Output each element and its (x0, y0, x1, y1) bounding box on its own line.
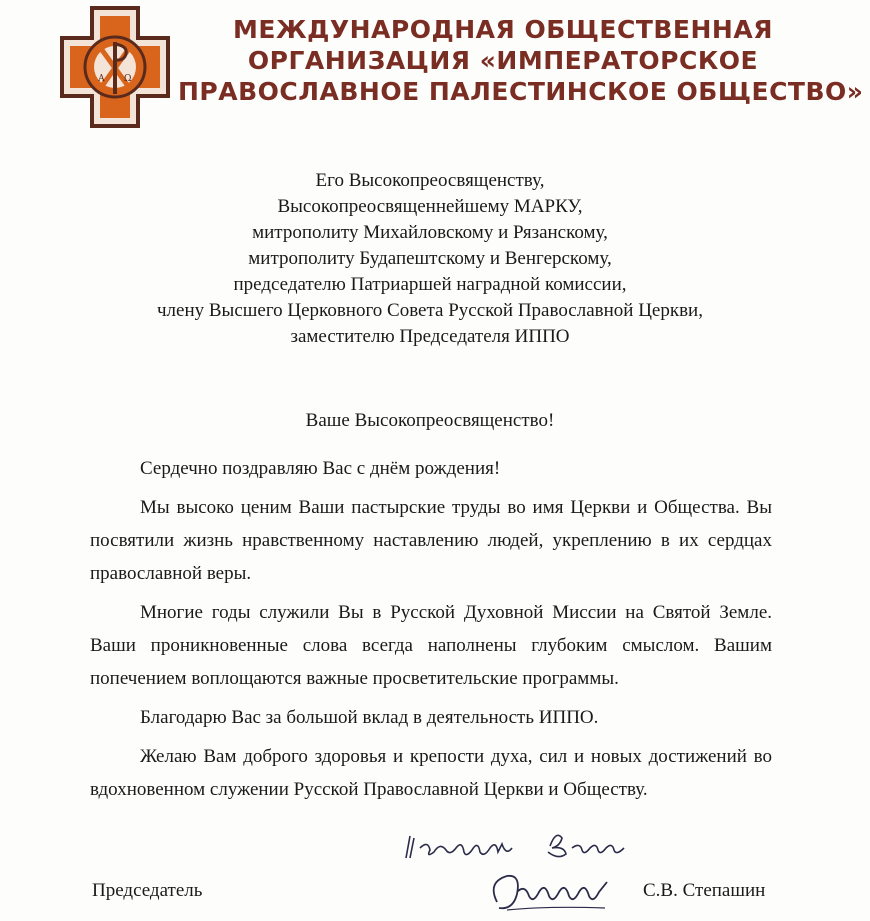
organization-logo (60, 6, 170, 128)
paragraph: Желаю Вам доброго здоровья и крепости духа, сил и новых достижений во вдохновенном служении Русской Православной Церкви и Обществу. (90, 746, 772, 800)
addressee-line: митрополиту Будапештскому и Венгерскому, (248, 248, 612, 269)
signature (487, 862, 617, 916)
addressee-line: члену Высшего Церковного Совета Русской Православной Церкви, (157, 300, 703, 321)
addressee-line: заместителю Председателя ИППО (290, 326, 570, 347)
addressee-block (100, 168, 760, 350)
organization-title (178, 14, 864, 107)
salutation: Ваше Высокопреосвященство! (305, 410, 555, 431)
addressee-line: Высокопреосвященнейшему МАРКУ, (277, 196, 583, 217)
paragraph: Многие годы служили Вы в Русской Духовной Миссии на Святой Земле. Ваши проникновенные слова всегда наполнены глубоким смыслом. Вашим попечением воплощаются важные просветительские программы. (90, 602, 772, 689)
handwritten-note-image (400, 818, 630, 868)
paragraph: Благодарю Вас за большой вклад в деятельность ИППО. (140, 707, 599, 728)
addressee-line: председателю Патриаршей наградной комиссии, (233, 274, 627, 295)
title-line: ОРГАНИЗАЦИЯ «ИМПЕРАТОРСКОЕ (247, 46, 759, 75)
addressee-line: митрополиту Михайловскому и Рязанскому, (252, 222, 608, 243)
title-line: МЕЖДУНАРОДНАЯ ОБЩЕСТВЕННАЯ (233, 15, 773, 44)
paragraph: Мы высоко ценим Ваши пастырские труды во имя Церкви и Общества. Вы посвятили жизнь нравственному наставлению людей, укреплению в их сердцах православной веры. (90, 497, 772, 584)
addressee-line: Его Высокопреосвященству, (315, 170, 545, 191)
chi-rho-cross-icon (60, 6, 170, 128)
handwritten-closing (400, 818, 630, 868)
signatory-position: Председатель (92, 880, 203, 901)
alpha-letter: А (98, 74, 105, 84)
paragraph: Сердечно поздравляю Вас с днём рождения! (140, 458, 501, 479)
signatory-name: С.В. Степашин (643, 880, 766, 901)
title-line: ПРАВОСЛАВНОЕ ПАЛЕСТИНСКОЕ ОБЩЕСТВО» (178, 77, 864, 106)
omega-letter: Ω (124, 74, 132, 84)
letter-body (90, 452, 772, 812)
signature-image (487, 862, 617, 916)
